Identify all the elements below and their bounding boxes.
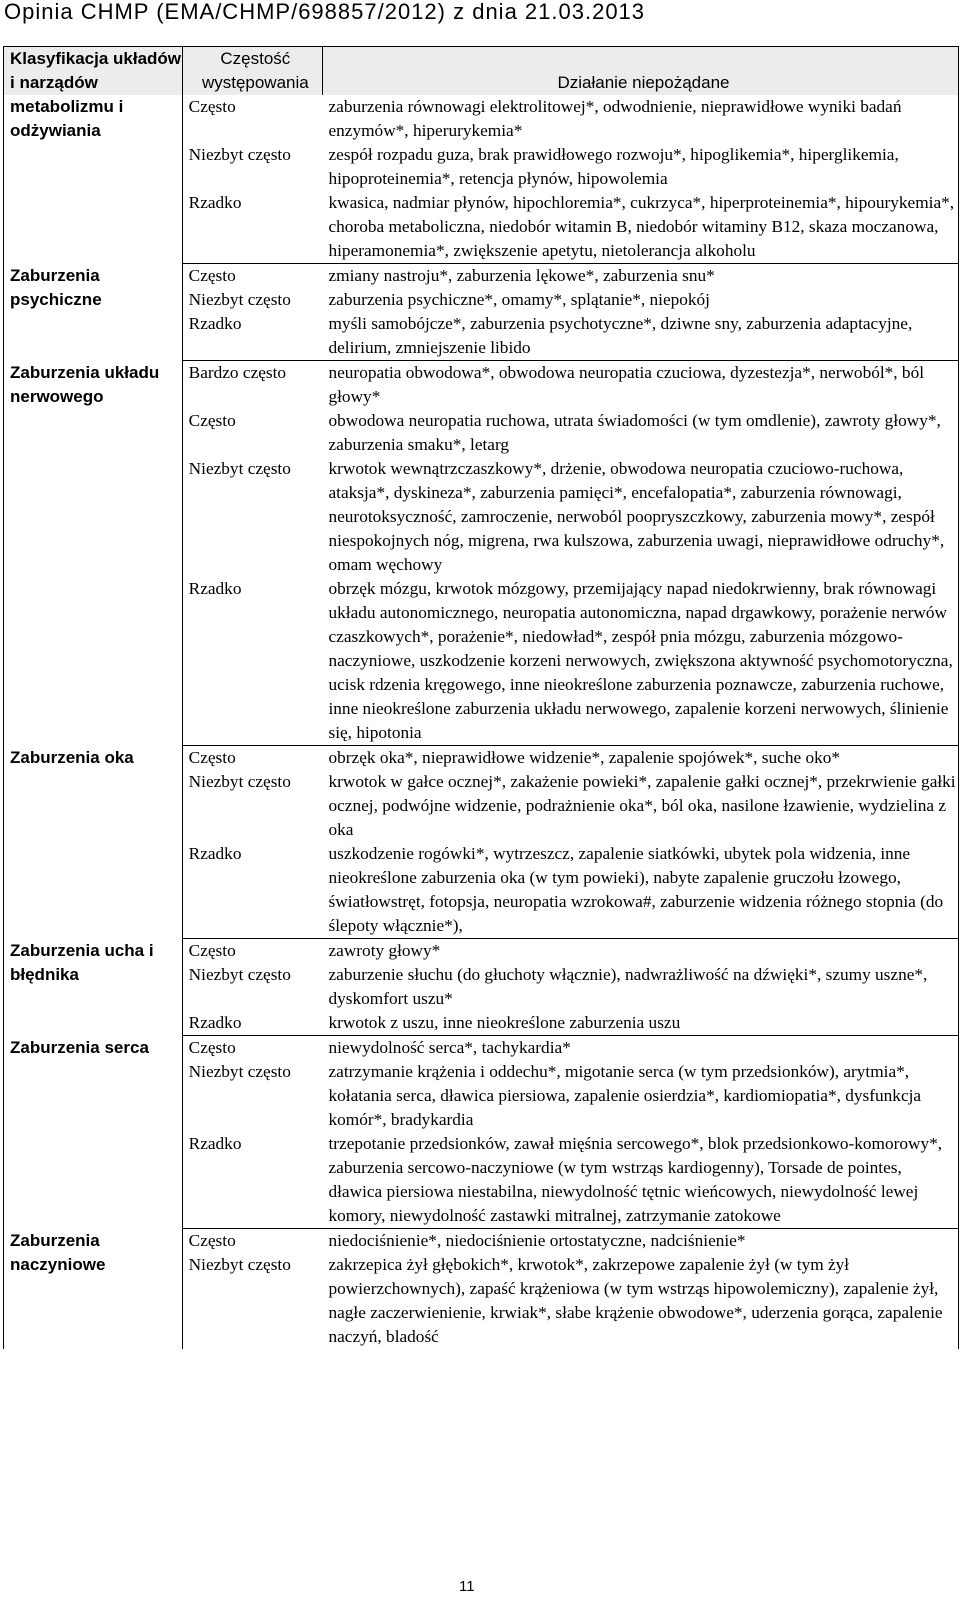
frequency-cell: Często [182,1036,322,1061]
header-category: Klasyfikacja układów i narządów [4,47,183,96]
frequency-cell: Często [182,264,322,289]
frequency-cell: Często [182,746,322,771]
effect-cell: neuropatia obwodowa*, obwodowa neuropatia czuciowa, dyzestezja*, nerwoból*, ból głowy* [322,361,958,410]
table-header-row [4,47,959,96]
header-effect: Działanie niepożądane [322,47,958,96]
frequency-cell: Rzadko [182,1011,322,1036]
table-row [4,361,959,410]
effect-cell: krwotok z uszu, inne nieokreślone zaburzenia uszu [322,1011,958,1036]
table-row [4,746,959,771]
effect-cell: uszkodzenie rogówki*, wytrzeszcz, zapalenie siatkówki, ubytek pola widzenia, inne nieokreślone zaburzenia oka (w tym powieki), nabyte zapalenie gruczołu łzowego, światłowstręt, fotopsja, neuropatia wzrokowa#, zaburzenie widzenia różnego stopnia (do ślepoty włącznie*), [322,842,958,939]
effect-cell: obwodowa neuropatia ruchowa, utrata świadomości (w tym omdlenie), zawroty głowy*, zaburzenia smaku*, letarg [322,409,958,457]
frequency-cell: Często [182,939,322,964]
category-cell: Zaburzenia oka [4,746,183,939]
frequency-cell: Niezbyt często [182,1253,322,1349]
table-row [4,939,959,964]
frequency-cell: Często [182,95,322,143]
frequency-cell: Rzadko [182,577,322,746]
effect-cell: krwotok wewnątrzczaszkowy*, drżenie, obwodowa neuropatia czuciowo-ruchowa, ataksja*, dyskineza*, zaburzenia pamięci*, encefalopatia*, zaburzenia równowagi, neurotoksyczność, zamroczenie, nerwoból poopryszczkowy, zaburzenia mowy*, zespół niespokojnych nóg, migrena, rwa kulszowa, zaburzenia uwagi, nieprawidłowe odruchy*, omam węchowy [322,457,958,577]
table-row [4,264,959,289]
table-row [4,1036,959,1061]
frequency-cell: Często [182,409,322,457]
frequency-cell: Rzadko [182,1132,322,1229]
frequency-cell: Niezbyt często [182,457,322,577]
effect-cell: zaburzenia psychiczne*, omamy*, splątanie*, niepokój [322,288,958,312]
frequency-cell: Rzadko [182,842,322,939]
page-number: 11 [459,1578,475,1595]
frequency-cell: Niezbyt często [182,770,322,842]
effect-cell: zespół rozpadu guza, brak prawidłowego rozwoju*, hipoglikemia*, hiperglikemia, hipoproteinemia*, retencja płynów, hipowolemia [322,143,958,191]
frequency-cell: Rzadko [182,312,322,361]
frequency-cell: Bardzo często [182,361,322,410]
table-body [4,95,959,1349]
effect-cell: zaburzenia równowagi elektrolitowej*, odwodnienie, nieprawidłowe wyniki badań enzymów*, hiperurykemia* [322,95,958,143]
effect-cell: zawroty głowy* [322,939,958,964]
effect-cell: myśli samobójcze*, zaburzenia psychotyczne*, dziwne sny, zaburzenia adaptacyjne, delirium, zmniejszenie libido [322,312,958,361]
effect-cell: zmiany nastroju*, zaburzenia lękowe*, zaburzenia snu* [322,264,958,289]
category-cell: metabolizmu i odżywiania [4,95,183,264]
effect-cell: obrzęk oka*, nieprawidłowe widzenie*, zapalenie spojówek*, suche oko* [322,746,958,771]
effect-cell: trzepotanie przedsionków, zawał mięśnia sercowego*, blok przedsionkowo-komorowy*, zaburzenia sercowo-naczyniowe (w tym wstrząs kardiogenny), Torsade de pointes, dławica piersiowa niestabilna, niewydolność tętnic wieńcowych, niewydolność lewej komory, niewydolność zastawki mitralnej, zatrzymanie zatokowe [322,1132,958,1229]
category-cell: Zaburzenia psychiczne [4,264,183,361]
frequency-cell: Niezbyt często [182,288,322,312]
header-frequency: Częstość występowania [182,47,322,96]
effect-cell: zakrzepica żył głębokich*, krwotok*, zakrzepowe zapalenie żył (w tym żył powierzchownych), zapaść krążeniowa (w tym wstrząs hipowolemiczny), zapalenie żył, nagłe zaczerwienienie, krwiak*, słabe krążenie obwodowe*, uderzenia gorąca, zapalenie naczyń, bladość [322,1253,958,1349]
effect-cell: niedociśnienie*, niedociśnienie ortostatyczne, nadciśnienie* [322,1229,958,1254]
frequency-cell: Często [182,1229,322,1254]
frequency-cell: Niezbyt często [182,143,322,191]
frequency-cell: Niezbyt często [182,963,322,1011]
effect-cell: kwasica, nadmiar płynów, hipochloremia*, cukrzyca*, hiperproteinemia*, hipourykemia*, choroba metaboliczna, niedobór witamin B, niedobór witaminy B12, skaza moczanowa, hiperamonemia*, zwiększenie apetytu, nietolerancja alkoholu [322,191,958,264]
category-cell: Zaburzenia naczyniowe [4,1229,183,1350]
table-row [4,95,959,143]
category-cell: Zaburzenia ucha i błędnika [4,939,183,1036]
effect-cell: krwotok w gałce ocznej*, zakażenie powieki*, zapalenie gałki ocznej*, przekrwienie gałki ocznej, podwójne widzenie, podrażnienie oka*, ból oka, nasilone łzawienie, wydzielina z oka [322,770,958,842]
table-row [4,1229,959,1254]
effect-cell: niewydolność serca*, tachykardia* [322,1036,958,1061]
effect-cell: zatrzymanie krążenia i oddechu*, migotanie serca (w tym przedsionków), arytmia*, kołatania serca, dławica piersiowa, zapalenie osierdzia*, kardiomiopatia*, dysfunkcja komór*, bradykardia [322,1060,958,1132]
frequency-cell: Niezbyt często [182,1060,322,1132]
effect-cell: zaburzenie słuchu (do głuchoty włącznie), nadwrażliwość na dźwięki*, szumy uszne*, dyskomfort uszu* [322,963,958,1011]
category-cell: Zaburzenia serca [4,1036,183,1229]
effect-cell: obrzęk mózgu, krwotok mózgowy, przemijający napad niedokrwienny, brak równowagi układu autonomicznego, neuropatia autonomiczna, napad drgawkowy, porażenie nerwów czaszkowych*, porażenie*, niedowład*, zespół pnia mózgu, zaburzenia mózgowo-naczyniowe, uszkodzenie korzeni nerwowych, zwiększona aktywność psychomotoryczna, ucisk rdzenia kręgowego, inne nieokreślone zaburzenia poznawcze, zaburzenia ruchowe, inne nieokreślone zaburzenia układu nerwowego, zapalenie korzeni nerwowych, ślinienie się, hipotonia [322,577,958,746]
category-cell: Zaburzenia układu nerwowego [4,361,183,746]
adverse-reactions-table [3,46,959,1349]
frequency-cell: Rzadko [182,191,322,264]
page-header: Opinia CHMP (EMA/CHMP/698857/2012) z dnia 21.03.2013 [4,0,646,24]
